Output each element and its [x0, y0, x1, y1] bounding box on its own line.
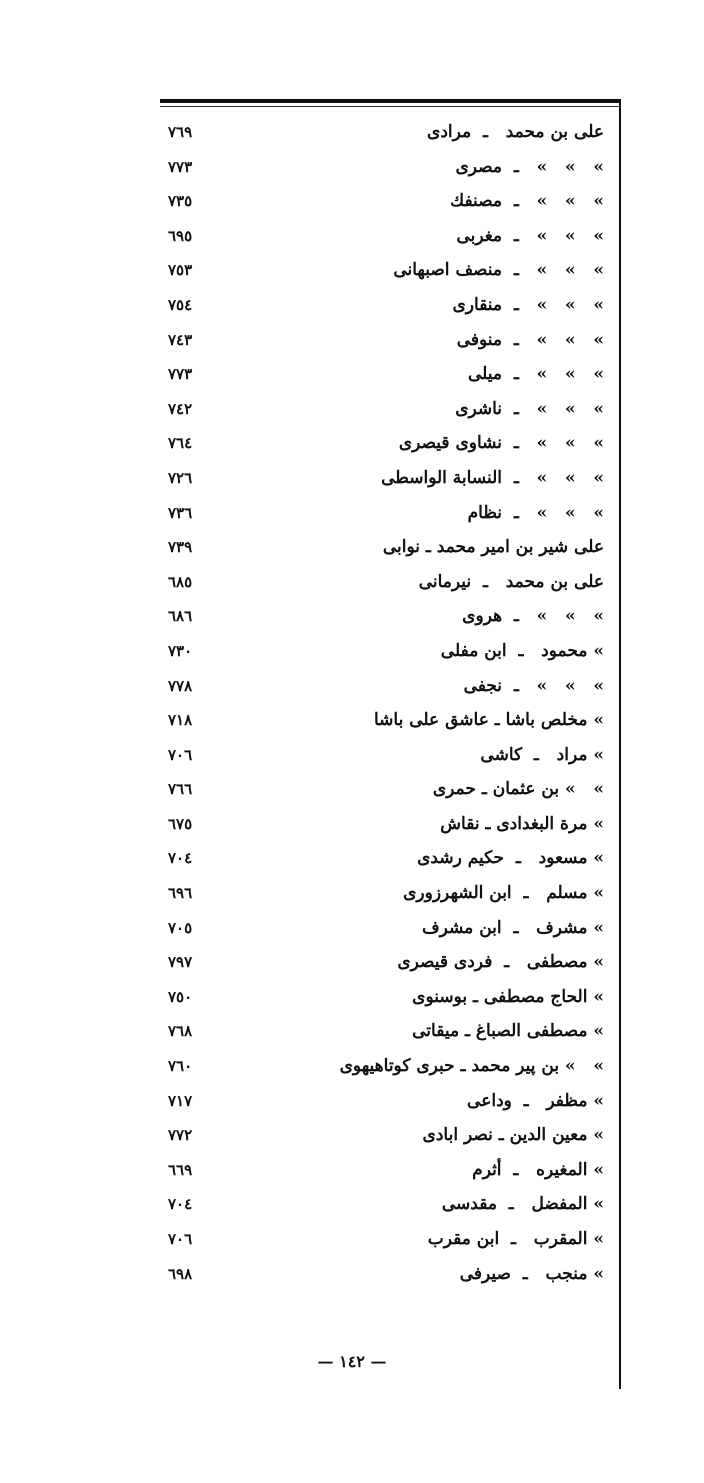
entry-name: » منجب ـ صيرفى — [459, 1263, 604, 1284]
entry-page-number: ٦٩٥ — [168, 226, 193, 245]
index-entry — [160, 253, 612, 288]
index-entry — [160, 980, 612, 1015]
index-entry — [160, 565, 612, 600]
index-entry — [160, 1084, 612, 1119]
index-entry — [160, 150, 612, 185]
entry-page-number: ٧٧٣ — [168, 365, 193, 384]
entry-page-number: ٧٠٤ — [168, 1195, 193, 1214]
index-entry — [160, 703, 612, 738]
entry-page-number: ٧٧٨ — [168, 676, 193, 695]
entry-name: » » » ـ ناشرى — [455, 398, 604, 419]
entry-name: على بن محمد ـ مرادى — [427, 122, 604, 142]
entry-page-number: ٧٥٠ — [168, 987, 193, 1006]
index-entry — [160, 634, 612, 669]
entry-page-number: ٧٦٨ — [168, 1022, 193, 1041]
index-entry — [160, 461, 612, 496]
entry-name: » المقرب ـ ابن مقرب — [427, 1229, 604, 1249]
entry-name: » مصطفى ـ فردى قيصرى — [397, 952, 604, 973]
entry-name: » » » ـ النسابة الواسطى — [381, 467, 604, 488]
entry-page-number: ٧٤٢ — [168, 399, 193, 418]
entry-page-number: ٦٦٩ — [168, 1160, 193, 1179]
entry-name: » المغيره ـ أثرم — [472, 1159, 604, 1180]
entry-page-number: ٧٦٩ — [168, 123, 193, 141]
entry-name: » » بن پير محمد ـ حبرى كوتاهيهوى — [339, 1056, 604, 1077]
top-rule-thin — [160, 106, 620, 107]
entry-page-number: ٧٧٣ — [168, 157, 193, 176]
entry-page-number: ٦٧٥ — [168, 814, 193, 833]
entry-name: » » » ـ نجفى — [463, 675, 604, 696]
entry-page-number: ٧١٨ — [168, 711, 193, 730]
entry-page-number: ٧٣٩ — [168, 538, 193, 557]
entry-name: » الحاج مصطفى ـ بوسنوى — [412, 986, 604, 1007]
entry-name: » مرة البغدادى ـ نقاش — [440, 813, 604, 834]
entry-page-number: ٧٤٣ — [168, 330, 193, 349]
index-entry — [160, 738, 612, 773]
entry-name: » » » ـ مغربى — [456, 225, 604, 246]
index-entry — [160, 115, 612, 150]
index-entry — [160, 1153, 612, 1188]
entry-name: » » » ـ نظام — [467, 502, 604, 523]
index-entry — [160, 945, 612, 980]
entry-page-number: ٧٩٧ — [168, 953, 193, 972]
entry-name: » » » ـ نشاوى قيصرى — [398, 433, 604, 454]
index-entry — [160, 219, 612, 254]
entry-name: » » » ـ ميلى — [468, 364, 604, 385]
entry-name: » المفضل ـ مقدسى — [441, 1194, 604, 1215]
entry-name: » مخلص باشا ـ عاشق على باشا — [373, 710, 604, 731]
index-entry — [160, 288, 612, 323]
page-number: — ١٤٢ — — [317, 1352, 387, 1371]
entry-page-number: ٧٠٥ — [168, 918, 193, 937]
entry-name: » مراد ـ كاشى — [480, 744, 604, 765]
index-entry — [160, 1118, 612, 1153]
entry-page-number: ٦٩٨ — [168, 1264, 193, 1283]
entry-page-number: ٦٨٦ — [168, 607, 193, 626]
entry-page-number: ٧١٧ — [168, 1091, 193, 1110]
entry-name: » معين الدين ـ نصر ابادى — [422, 1125, 604, 1146]
entry-name: » » » ـ هروى — [462, 606, 604, 627]
index-entry — [160, 530, 612, 565]
index-entry — [160, 599, 612, 634]
entry-name: » محمود ـ ابن مفلى — [440, 640, 604, 661]
entry-page-number: ٧٣٦ — [168, 503, 193, 522]
index-entry — [160, 841, 612, 876]
index-entry — [160, 1257, 612, 1292]
entry-page-number: ٧٧٢ — [168, 1126, 193, 1145]
entry-page-number: ٧٢٦ — [168, 468, 193, 487]
entry-name: » » » ـ منوفى — [456, 329, 604, 350]
entry-name: » » » ـ مصنفك — [450, 191, 604, 212]
index-entry — [160, 807, 612, 842]
index-entry — [160, 876, 612, 911]
index-entry — [160, 426, 612, 461]
entry-page-number: ٧٠٦ — [168, 1230, 193, 1248]
entry-page-number: ٦٨٥ — [168, 572, 193, 591]
entry-name: » » » ـ منقارى — [452, 294, 604, 315]
entry-page-number: ٦٩٦ — [168, 884, 193, 903]
entry-name: » مسلم ـ ابن الشهرزورى — [403, 883, 604, 904]
top-rule — [160, 99, 620, 103]
index-entry — [160, 357, 612, 392]
entry-page-number: ٧٦٠ — [168, 1057, 193, 1076]
entry-page-number: ٧٣٥ — [168, 192, 193, 211]
entry-name: » مسعود ـ حكيم رشدى — [417, 848, 604, 869]
entry-name: » مشرف ـ ابن مشرف — [422, 917, 604, 938]
right-margin-rule — [619, 99, 621, 1389]
index-entry — [160, 323, 612, 358]
index-entry — [160, 669, 612, 704]
index-entry — [160, 184, 612, 219]
index-entry — [160, 1187, 612, 1222]
entry-page-number: ٧٣٠ — [168, 641, 193, 660]
index-entry — [160, 1222, 612, 1257]
entry-name: » » » ـ منصف اصبهانى — [393, 260, 604, 281]
entry-page-number: ٧٥٣ — [168, 261, 193, 280]
entry-name: » مصطفى الصباغ ـ ميقاتى — [412, 1021, 604, 1042]
entry-page-number: ٧٠٤ — [168, 849, 193, 868]
index-entry — [160, 392, 612, 427]
entry-page-number: ٧٦٦ — [168, 780, 193, 799]
entry-name: على شير بن امير محمد ـ نوابى — [382, 537, 604, 558]
entry-page-number: ٧٠٦ — [168, 745, 193, 764]
entry-name: » » » ـ مصرى — [455, 156, 604, 177]
index-entry — [160, 911, 612, 946]
index-entries-list — [160, 115, 612, 1291]
entry-page-number: ٧٦٤ — [168, 434, 193, 453]
index-entry — [160, 1049, 612, 1084]
index-entry — [160, 1014, 612, 1049]
entry-name: » مظفر ـ وداعى — [467, 1090, 604, 1111]
index-entry — [160, 772, 612, 807]
entry-page-number: ٧٥٤ — [168, 295, 193, 314]
index-entry — [160, 496, 612, 531]
entry-name: على بن محمد ـ نيرمانى — [418, 571, 604, 592]
entry-name: » » بن عثمان ـ حمرى — [432, 779, 604, 800]
